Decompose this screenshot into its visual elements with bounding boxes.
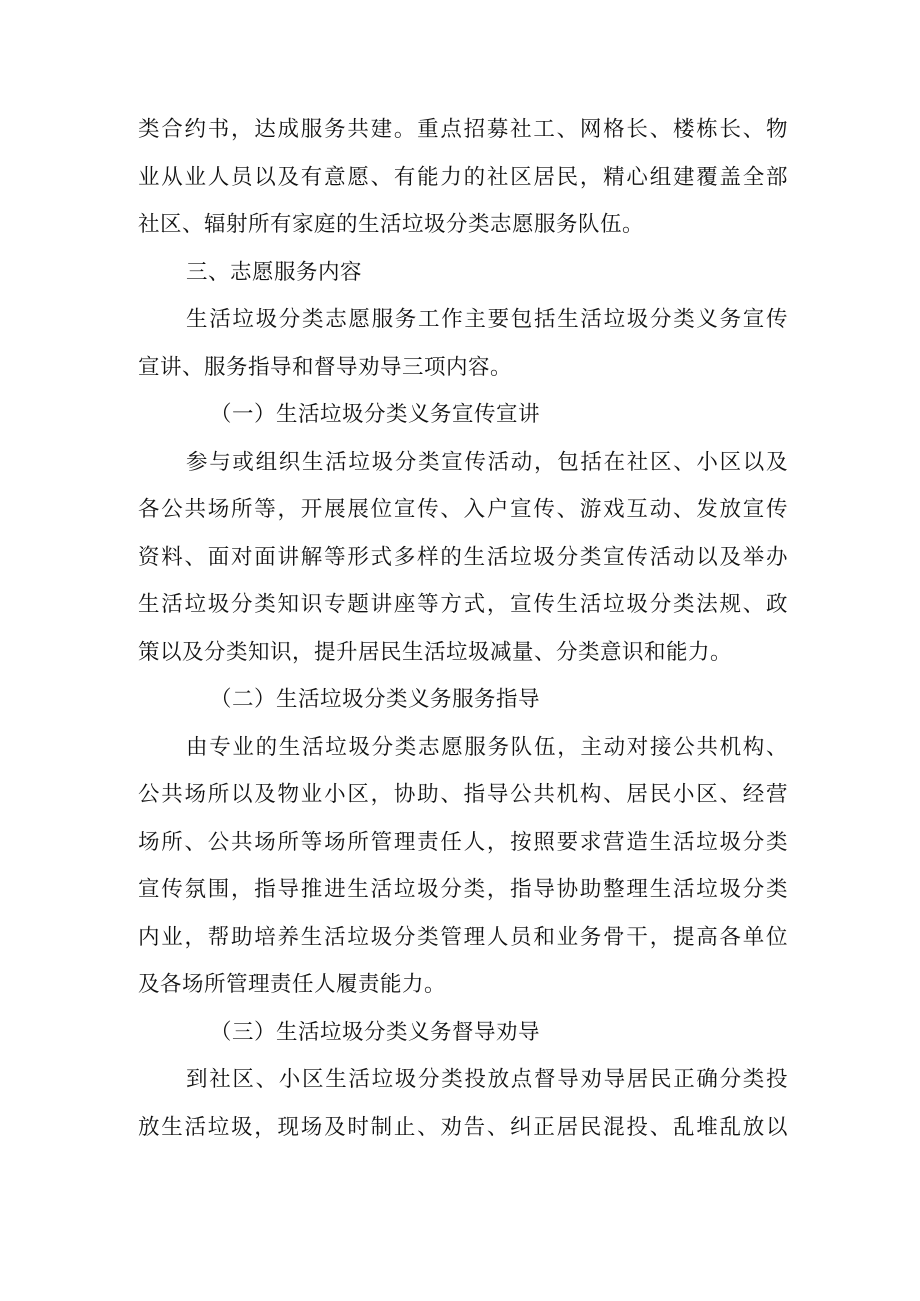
- paragraph-continuation-line-3: 社区、辐射所有家庭的生活垃圾分类志愿服务队伍。: [138, 212, 645, 237]
- subsection-heading-3: （三）生活垃圾分类义务督导劝导: [210, 1019, 541, 1045]
- subsection-2-line-5: 内业，帮助培养生活垃圾分类管理人员和业务骨干，提高各单位: [138, 924, 788, 950]
- paragraph-continuation-line-2: 业从业人员以及有意愿、有能力的社区居民，精心组建覆盖全部: [138, 164, 788, 190]
- subsection-1-line-1: 参与或组织生活垃圾分类宣传活动，包括在社区、小区以及: [186, 449, 788, 475]
- section-heading-three: 三、志愿服务内容: [186, 259, 363, 285]
- subsection-1-line-4: 生活垃圾分类知识专题讲座等方式，宣传生活垃圾分类法规、政: [138, 592, 788, 617]
- subsection-1-line-3: 资料、面对面讲解等形式多样的生活垃圾分类宣传活动以及举办: [138, 544, 788, 570]
- subsection-2-line-3: 场所、公共场所等场所管理责任人，按照要求营造生活垃圾分类: [138, 829, 788, 855]
- subsection-heading-2: （二）生活垃圾分类义务服务指导: [210, 687, 541, 712]
- subsection-2-line-1: 由专业的生活垃圾分类志愿服务队伍，主动对接公共机构、: [186, 734, 788, 760]
- subsection-2-line-6: 及各场所管理责任人履责能力。: [138, 972, 447, 997]
- subsection-1-line-2: 各公共场所等，开展展位宣传、入户宣传、游戏互动、发放宣传: [138, 497, 788, 522]
- subsection-3-line-1: 到社区、小区生活垃圾分类投放点督导劝导居民正确分类投: [186, 1067, 788, 1092]
- section-three-intro-line-2: 宣讲、服务指导和督导劝导三项内容。: [138, 354, 513, 380]
- subsection-2-line-2: 公共场所以及物业小区，协助、指导公共机构、居民小区、经营: [138, 782, 788, 807]
- subsection-heading-1: （一）生活垃圾分类义务宣传宣讲: [210, 402, 541, 427]
- subsection-2-line-4: 宣传氛围，指导推进生活垃圾分类，指导协助整理生活垃圾分类: [138, 877, 788, 902]
- section-three-intro-line-1: 生活垃圾分类志愿服务工作主要包括生活垃圾分类义务宣传: [186, 307, 788, 332]
- paragraph-continuation-line-1: 类合约书，达成服务共建。重点招募社工、网格长、楼栋长、物: [138, 117, 788, 142]
- subsection-3-line-2: 放生活垃圾，现场及时制止、劝告、纠正居民混投、乱堆乱放以: [138, 1114, 788, 1140]
- subsection-1-line-5: 策以及分类知识，提升居民生活垃圾减量、分类意识和能力。: [138, 639, 733, 665]
